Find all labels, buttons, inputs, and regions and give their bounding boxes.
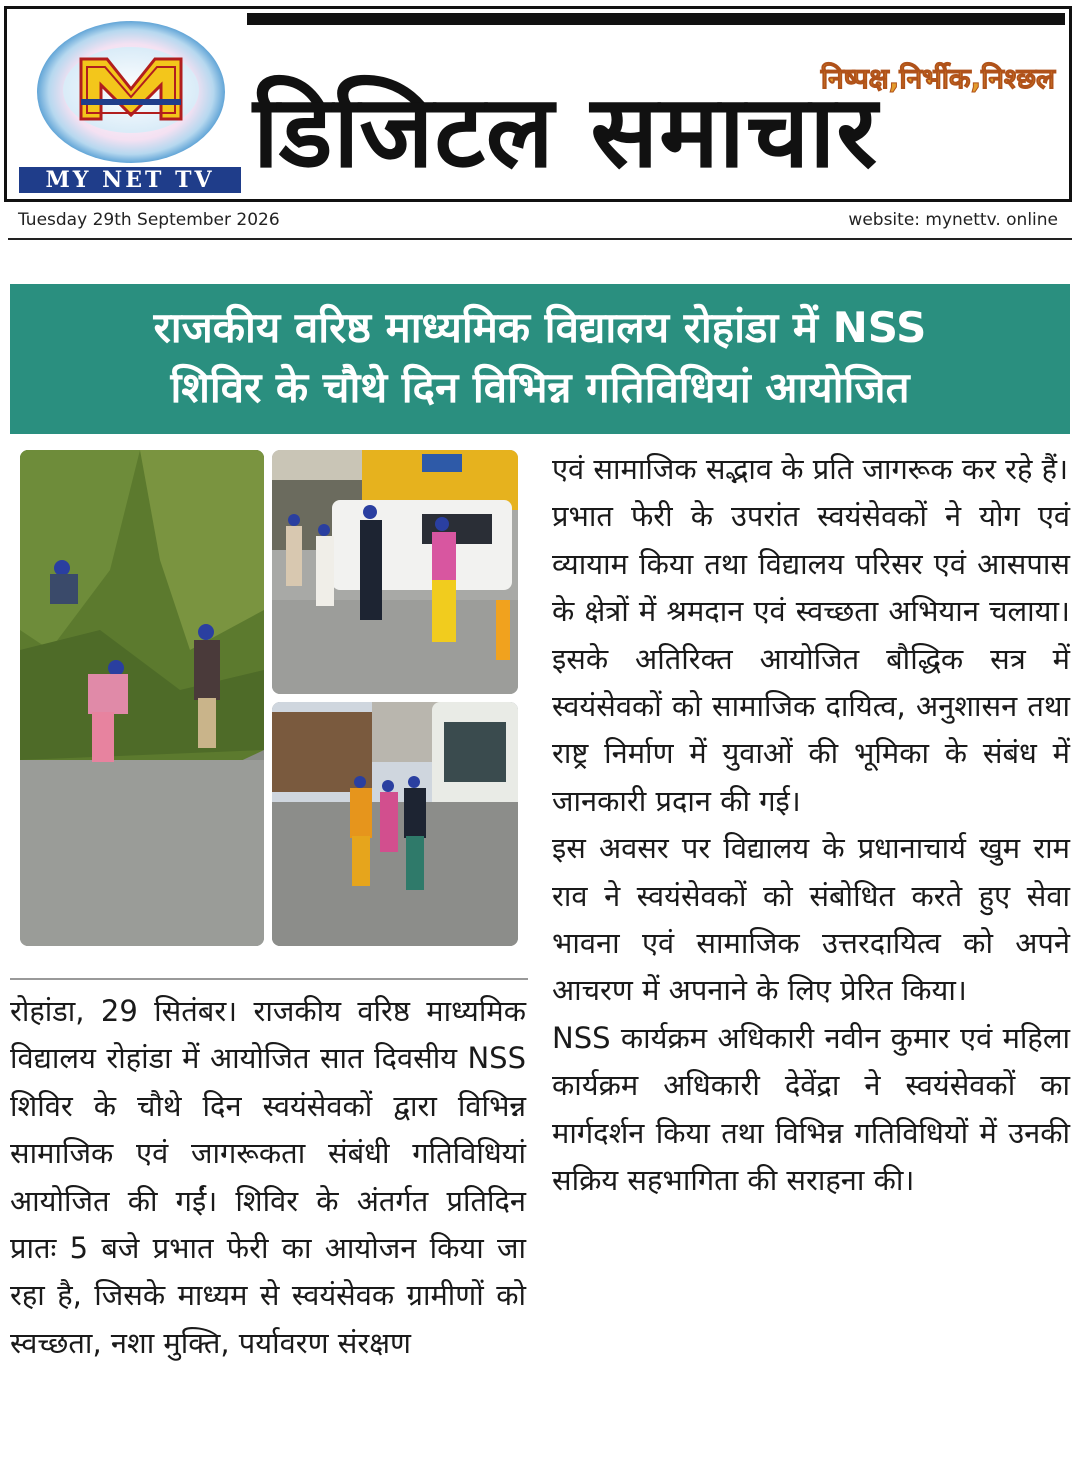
headline [10,284,1070,434]
article-paragraph: NSS कार्यक्रम अधिकारी नवीन कुमार एवं महिला कार्यक्रम अधिकारी देवेंद्रा ने स्वयंसेवकों का मार्गदर्शन किया तथा विभिन्न गतिविधियों में उनकी सक्रिय सहभागिता की सराहना की। [552,1020,1070,1198]
column-rule [10,978,528,980]
article-paragraph: रोहांडा, 29 सितंबर। राजकीय वरिष्ठ माध्यमिक विद्यालय रोहांडा में आयोजित सात दिवसीय NSS शिविर के चौथे दिन स्वयंसेवकों द्वारा विभिन्न सामाजिक एवं जागरूकता संबंधी गतिविधियां आयोजित की गईं। शिविर के अंतर्गत प्रतिदिन प्रातः 5 बजे प्रभात फेरी का आयोजन किया जा रहा है, जिसके माध्यम से स्वयंसेवक ग्रामीणों को स्वच्छता, नशा मुक्ति, पर्यावरण संरक्षण [10,994,526,1360]
article-paragraph: प्रभात फेरी के उपरांत स्वयंसेवकों ने योग एवं व्यायाम किया तथा विद्यालय परिसर एवं आसपास के क्षेत्रों में श्रमदान एवं स्वच्छता अभियान चलाया। इसके अतिरिक्त आयोजित बौद्धिक सत्र में स्वयंसेवकों को सामाजिक दायित्व, अनुशासन तथा राष्ट्र निर्माण में युवाओं की भूमिका के संबंध में जानकारी प्रदान की गई। [552,499,1070,818]
newspaper-title: डिजिटल समाचार [253,73,879,190]
article-paragraph: इस अवसर पर विद्यालय के प्रधानाचार्य खुम राम राव ने स्वयंसेवकों को संबोधित करते हुए सेवा भावना एवं सामाजिक उत्तरदायित्व को अपने आचरण में अपनाने के लिए प्रेरित किया। [552,831,1070,1008]
photo-volunteers-cleaning-hillside [20,450,264,946]
masthead [4,6,1072,202]
photo-prabhat-pheri-march [272,450,518,694]
photo-volunteers-walking-road [272,702,518,946]
issue-date: Tuesday 29th September 2026 [18,210,280,230]
title-rule [247,13,1065,25]
logo-label: MY NET TV [19,167,241,193]
article-right-column [552,446,1070,1205]
dateline [8,204,1072,240]
headline-line-2: शिविर के चौथे दिन विभिन्न गतिविधियां आयोजित [170,363,910,412]
logo-m-icon [77,49,185,129]
website-text: website: mynettv. online [848,210,1058,230]
article-paragraph: एवं सामाजिक सद्भाव के प्रति जागरूक कर रहे हैं। [552,452,1069,486]
tagline: निष्पक्ष,निर्भीक,निश्छल [820,62,1055,95]
logo [11,13,243,195]
headline-line-1: राजकीय वरिष्ठ माध्यमिक विद्यालय रोहांडा में NSS [153,303,927,352]
article-left-column [10,988,526,1367]
